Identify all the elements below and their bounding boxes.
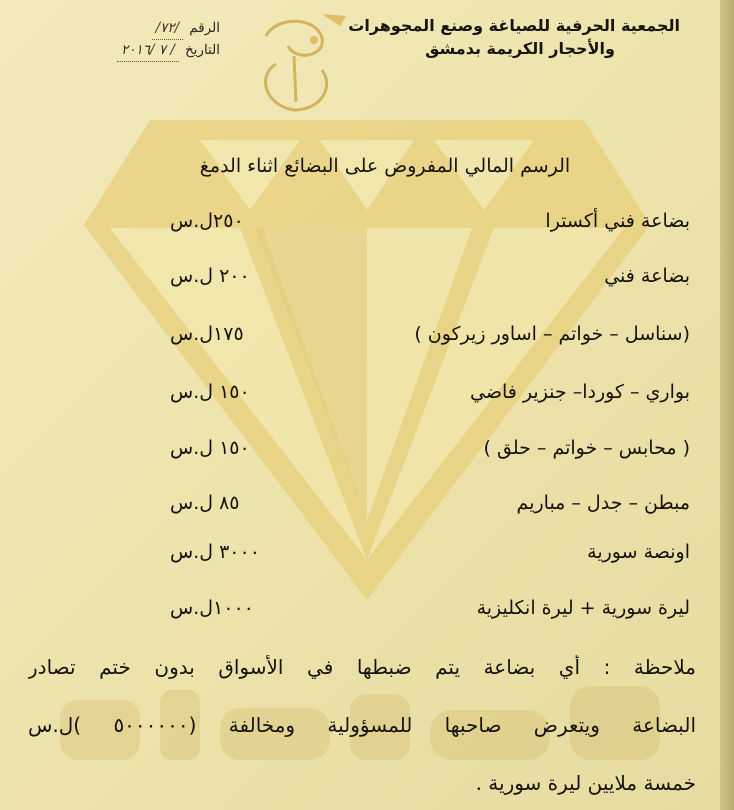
price-item [170,210,690,240]
reference-number-label: الرقم [189,20,220,36]
reference-date-label: التاريخ [184,42,220,58]
price-item-name: ليرة سورية + ليرة انكليزية [476,597,690,619]
price-item-name: ( محابس – خواتم – حلق ) [483,437,690,459]
price-item-name: اونصة سورية [587,541,690,563]
price-item-amount: ٢٠٠ ل.س [170,265,250,287]
organization-name [348,14,680,60]
reference-number-value: /٧٢/ [152,18,184,40]
price-item-name: مبطن – جدل – مباريم [516,492,690,514]
paper-edge [720,0,734,810]
price-item-amount: ٣٠٠٠ ل.س [170,541,260,563]
price-item [170,541,690,571]
reference-date-row [60,40,220,62]
price-item-name: بضاعة فني [604,265,690,287]
price-item [170,381,690,411]
note-line: ملاحظة : أي بضاعة يتم ضبطها في الأسواق بدون ختم تصادر [28,655,696,679]
price-item [170,323,690,353]
reference-block [60,18,220,62]
price-item-amount: ١٥٠ ل.س [170,381,250,403]
price-item-name: بضاعة فني أكسترا [545,210,690,232]
document-title: الرسم المالي المفروض على البضائع اثناء الدمغ [199,155,571,177]
organization-name-line2: والأحجار الكريمة بدمشق [425,39,615,58]
reference-date-value: / ٧ /٢٠١٦ [117,40,179,62]
price-item-name: بواري – كوردا– جنزير فاضي [470,381,690,403]
price-item-amount: ١٥٠ ل.س [170,437,250,459]
price-item-amount: ١٠٠٠ل.س [170,597,254,619]
society-emblem-logo [236,6,352,118]
price-item-amount: ١٧٥ل.س [170,323,244,345]
price-item [170,597,690,627]
note-line: البضاعة ويتعرض صاحبها للمسؤولية ومخالفة (٥٠٠٠٠٠٠ )ل.س [28,713,696,737]
price-item-amount: ٨٥ ل.س [170,492,240,514]
price-item-name: (سناسل – خواتم – اساور زيركون ) [414,323,690,345]
price-item [170,492,690,522]
organization-name-line1: الجمعية الحرفية للصياغة وصنع المجوهرات [348,16,680,35]
price-item [170,437,690,467]
reference-number-row [60,18,220,40]
note-line: خمسة ملايين ليرة سورية . [475,771,696,795]
price-item-amount: ٢٥٠ل.س [170,210,244,232]
price-item [170,265,690,295]
